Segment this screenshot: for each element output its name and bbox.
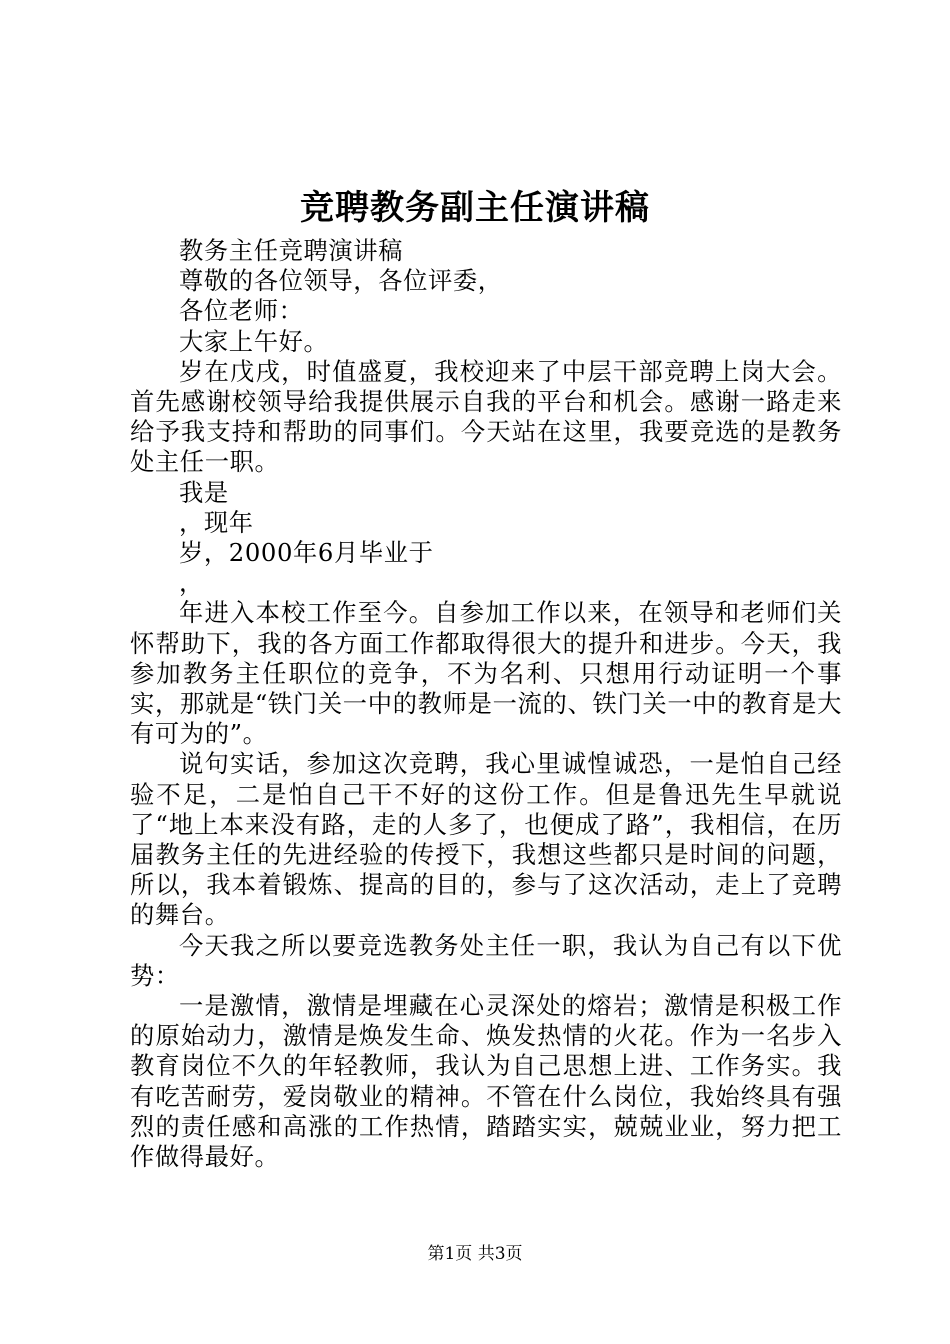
paragraph-greeting-leaders: 尊敬的各位领导，各位评委， [179, 266, 503, 296]
paragraph-work-history: 年进入本校工作至今。自参加工作以来，在领导和老师们关怀帮助下，我的各方面工作都取得很大的提升和进步。今天，我参加教务主任职位的竞争，不为名利、只想用行动证明一个事实，那就是“铁门关一中的教师是一流的、铁门关一中的教育是大有可为的”。 [130, 598, 842, 749]
page-title: 竞聘教务副主任演讲稿 [300, 188, 650, 228]
paragraph-greeting-teachers: 各位老师： [179, 296, 304, 326]
paragraph-name: 我是 [179, 477, 229, 507]
paragraph-age: ，现年 [179, 507, 254, 537]
paragraph-advantages: 今天我之所以要竞选教务处主任一职，我认为自己有以下优势： [130, 930, 842, 990]
paragraph-honest-words: 说句实话，参加这次竞聘，我心里诚惶诚恐，一是怕自己经验不足，二是怕自己干不好的这份工作。但是鲁迅先生早就说了“地上本来没有路，走的人多了，也便成了路”，我相信，在历届教务主任的先进经验的传授下，我想这些都只是时间的问题，所以，我本着锻炼、提高的目的，参与了这次活动，走上了竞聘的舞台。 [130, 749, 842, 930]
paragraph-graduation: 岁，2000年6月毕业于 [179, 538, 434, 568]
document-body [130, 236, 842, 1172]
page-footer: 第1页 共3页 [427, 1244, 523, 1264]
paragraph-passion: 一是激情，激情是埋藏在心灵深处的熔岩；激情是积极工作的原始动力，激情是焕发生命、焕发热情的火花。作为一名步入教育岗位不久的年轻教师，我认为自己思想上进、工作务实。我有吃苦耐劳，爱岗敬业的精神。不管在什么岗位，我始终具有强烈的责任感和高涨的工作热情，踏踏实实，兢兢业业，努力把工作做得最好。 [130, 991, 842, 1172]
paragraph-intro: 岁在戊戌，时值盛夏，我校迎来了中层干部竞聘上岗大会。首先感谢校领导给我提供展示自我的平台和机会。感谢一路走来给予我支持和帮助的同事们。今天站在这里，我要竞选的是教务处主任一职。 [130, 356, 842, 477]
paragraph-subtitle: 教务主任竞聘演讲稿 [179, 236, 404, 265]
paragraph-comma: ， [179, 568, 204, 598]
paragraph-good-morning: 大家上午好。 [179, 326, 329, 356]
